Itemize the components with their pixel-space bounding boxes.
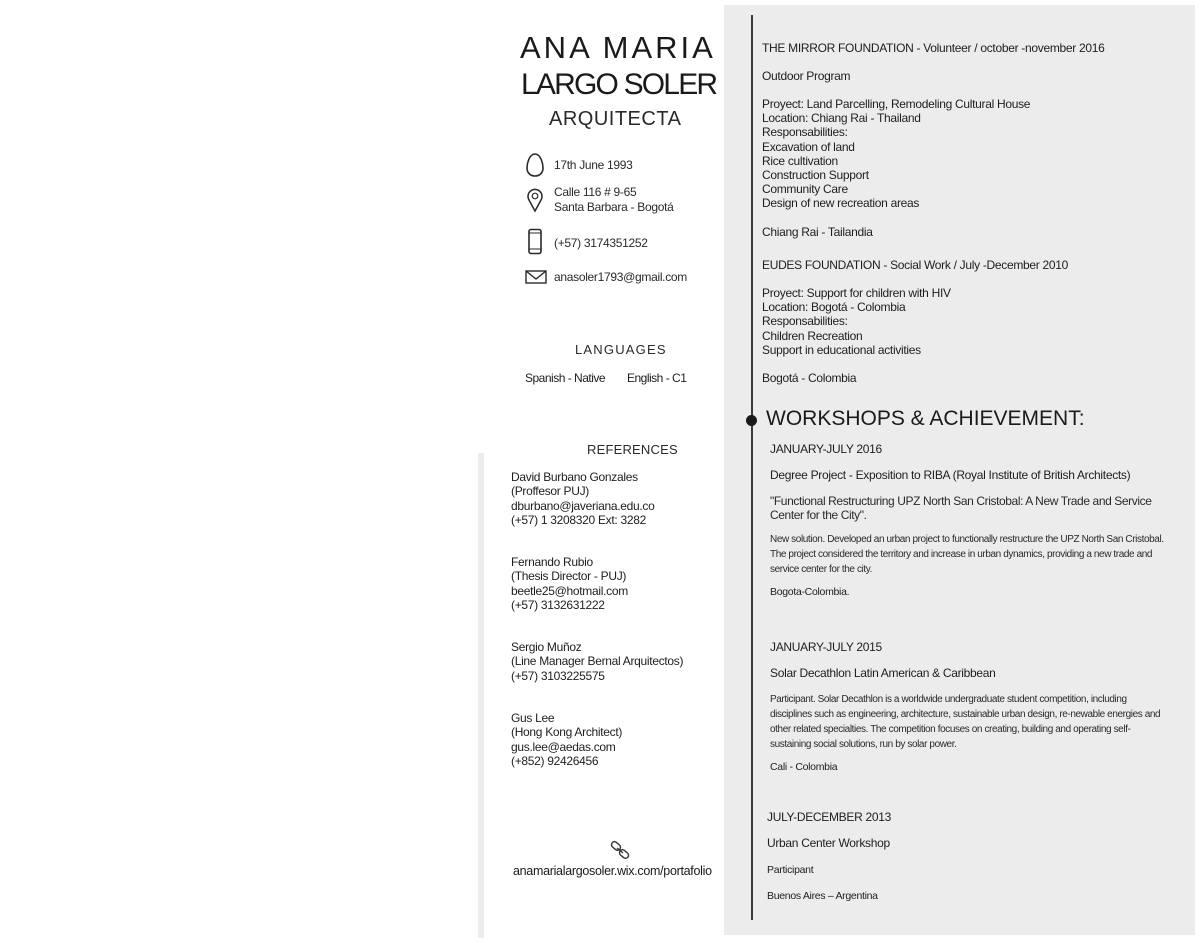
last-name: LARGO SOLER <box>521 68 717 101</box>
profession-title: ARQUITECTA <box>549 108 682 130</box>
workshop-period: JANUARY-JULY 2015 <box>770 640 882 654</box>
languages-title: LANGUAGES <box>575 342 667 357</box>
egg-icon <box>524 152 546 183</box>
experience-heading: EUDES FOUNDATION - Social Work / July -December 2010 <box>762 258 1069 272</box>
address-line-2: Santa Barbara - Bogotá <box>554 200 674 214</box>
reference-phone: (+57) 3103225575 <box>511 668 605 683</box>
workshop-period: JANUARY-JULY 2016 <box>770 442 882 456</box>
reference-item <box>511 555 628 612</box>
workshops-title: WORKSHOPS & ACHIEVEMENT: <box>766 407 1085 430</box>
workshop-description: Participant. Solar Decathlon is a worldwide undergraduate student competition, including disciplines such as engineering, architecture, sustainable urban design, re-newable energies and other related specialties. The competition focuses on creating, building and operating self-sustaining social solutions, run by solar power. <box>770 694 1161 750</box>
responsibility-item: Construction Support <box>762 168 869 183</box>
location-pin-icon <box>526 187 544 218</box>
responsibility-item: Rice cultivation <box>762 153 838 168</box>
responsibility-item: Support in educational activities <box>762 342 921 357</box>
responsibility-item: Community Care <box>762 182 848 197</box>
workshop-place: Cali - Colombia <box>770 761 838 773</box>
reference-phone: (+57) 3132631222 <box>511 597 605 612</box>
experience-location: Location: Chiang Rai - Thailand <box>762 111 921 126</box>
reference-email: dburbano@javeriana.edu.co <box>511 498 655 513</box>
responsibility-item: Design of new recreation areas <box>762 196 920 211</box>
experience-resp-label: Responsabilities: <box>762 314 848 329</box>
experience-project: Proyect: Support for children with HIV <box>762 286 951 300</box>
reference-name: Fernando Rubio <box>511 555 593 569</box>
timeline-line <box>751 15 753 920</box>
mobile-phone-icon <box>527 228 543 261</box>
reference-name: Sergio Muñoz <box>511 640 582 654</box>
workshop-place: Buenos Aires – Argentina <box>767 890 878 902</box>
experience-location: Location: Bogotá - Colombia <box>762 300 906 315</box>
workshop-place: Bogota-Colombia. <box>770 586 850 598</box>
timeline-bullet-icon <box>746 415 757 426</box>
reference-role: (Line Manager Bernal Arquitectos) <box>511 654 684 669</box>
address <box>554 185 673 215</box>
reference-name: David Burbano Gonzales <box>511 470 638 484</box>
language-item: English - C1 <box>627 371 687 385</box>
language-item: Spanish - Native <box>525 371 606 385</box>
envelope-icon <box>525 270 547 289</box>
address-line-1: Calle 116 # 9-65 <box>554 185 637 199</box>
responsibility-item: Excavation of land <box>762 139 855 154</box>
workshop-title: Solar Decathlon Latin American & Caribbean <box>770 666 996 680</box>
workshop-title: Degree Project - Exposition to RIBA (Royal Institute of British Architects) <box>770 468 1131 482</box>
experience-heading: THE MIRROR FOUNDATION - Volunteer / october -november 2016 <box>762 41 1105 55</box>
experience-project: Proyect: Land Parcelling, Remodeling Cultural House <box>762 97 1031 111</box>
experience-program: Outdoor Program <box>762 69 851 83</box>
phone: (+57) 3174351252 <box>554 236 648 250</box>
workshop-period: JULY-DECEMBER 2013 <box>767 810 891 824</box>
birthdate: 17th June 1993 <box>554 158 633 172</box>
reference-item <box>511 470 654 527</box>
reference-role: (Thesis Director - PUJ) <box>511 569 627 584</box>
reference-phone: (+852) 92426456 <box>511 753 599 768</box>
references-title: REFERENCES <box>587 442 678 457</box>
link-icon <box>609 840 631 865</box>
email: anasoler1793@gmail.com <box>554 270 687 284</box>
experience-details <box>762 286 951 357</box>
workshop-quote: "Functional Restructuring UPZ North San Cristobal: A New Trade and Service Center for the City". <box>770 494 1152 522</box>
first-name: ANA MARIA <box>520 30 716 65</box>
reference-email: beetle25@hotmail.com <box>511 583 628 598</box>
portfolio-link[interactable]: anamarialargosoler.wix.com/portafolio <box>513 864 712 878</box>
workshop-title: Urban Center Workshop <box>767 836 890 850</box>
reference-item <box>511 711 622 768</box>
experience-resp-label: Responsabilities: <box>762 125 848 140</box>
experience-place: Bogotá - Colombia <box>762 371 857 385</box>
reference-phone: (+57) 1 3208320 Ext: 3282 <box>511 512 646 527</box>
reference-item <box>511 640 683 683</box>
reference-name: Gus Lee <box>511 711 555 725</box>
responsibility-item: Children Recreation <box>762 328 863 343</box>
reference-email: gus.lee@aedas.com <box>511 739 616 754</box>
experience-details <box>762 97 1030 211</box>
reference-role: (Proffesor PUJ) <box>511 484 589 499</box>
reference-role: (Hong Kong Architect) <box>511 725 623 740</box>
references-side-strip <box>478 453 484 938</box>
workshop-description: Participant <box>767 864 814 876</box>
workshop-description: New solution. Developed an urban project to functionally restructure the UPZ North San Cristobal. The project considered the territory and increase in urban dynamics, providing a new trade and service center for the city. <box>770 534 1164 575</box>
experience-place: Chiang Rai - Tailandia <box>762 225 873 239</box>
